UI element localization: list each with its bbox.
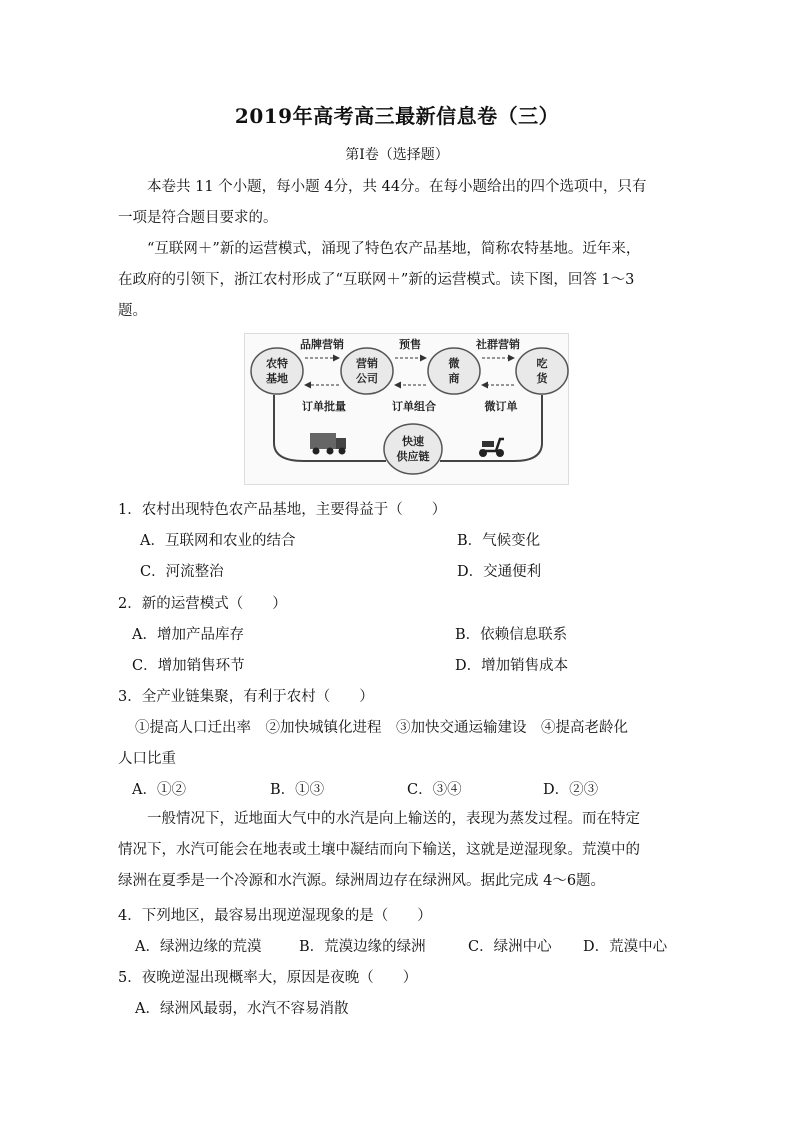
node-marketing-label: 营销: [356, 357, 378, 370]
passage-line: “互联网＋”新的运营模式，涌现了特色农产品基地，简称农特基地。近年来，: [147, 241, 641, 257]
node-supply-label: 供应链: [396, 450, 430, 463]
q4-option-a[interactable]: A．绿洲边缘的荒漠: [135, 939, 262, 955]
intro-line: 本卷共 11 个小题，每小题 4分，共 44分。在每小题给出的四个选项中，只有: [147, 179, 647, 195]
q2-option-d[interactable]: D．增加销售成本: [455, 658, 569, 674]
node-base: [251, 348, 303, 394]
question-2-stem: 2．新的运营模式（ ）: [118, 596, 287, 612]
passage-1: [118, 234, 678, 327]
node-foodie: [516, 348, 568, 394]
q1-option-a[interactable]: A．互联网和农业的结合: [140, 533, 296, 549]
q5-option-a[interactable]: A．绿洲风最弱，水汽不容易消散: [135, 1001, 349, 1017]
node-foodie-label: 吃: [536, 357, 548, 370]
edge-label-top: 品牌营销: [300, 338, 344, 351]
edge-label-bottom: 微订单: [484, 400, 518, 413]
q4-option-b[interactable]: B．荒漠边缘的绿洲: [299, 939, 426, 955]
q2-option-b[interactable]: B．依赖信息联系: [455, 627, 568, 643]
exam-title: 2019年高考高三最新信息卷（三）: [234, 104, 560, 128]
passage-line: 在政府的引领下，浙江农村形成了“互联网＋”新的运营模式。读下图，回答 1～3: [118, 272, 635, 288]
q3-option-a[interactable]: A．①②: [132, 782, 186, 798]
q1-option-c[interactable]: C．河流整治: [140, 564, 224, 580]
question-1-stem: 1．农村出现特色农产品基地，主要得益于（ ）: [118, 502, 447, 518]
passage-line: 情况下，水汽可能会在地表或土壤中凝结而向下输送，这就是逆湿现象。荒漠中的: [118, 842, 640, 858]
q3-option-b[interactable]: B．①③: [270, 782, 325, 798]
passage-line: 题。: [118, 303, 147, 319]
q3-option-d[interactable]: D．②③: [543, 782, 599, 798]
diagram-svg: [244, 333, 569, 485]
question-3-stem: 3．全产业链集聚，有利于农村（ ）: [118, 689, 374, 705]
q2-option-a[interactable]: A．增加产品库存: [132, 627, 244, 643]
q2-option-c[interactable]: C．增加销售环节: [132, 658, 245, 674]
question-5-stem: 5．夜晚逆湿出现概率大，原因是夜晚（ ）: [118, 970, 418, 986]
supply-chain-diagram: [244, 333, 569, 485]
edge-label-bottom: 订单组合: [392, 400, 436, 413]
intro-line: 一项是符合题目要求的。: [118, 210, 278, 226]
q1-option-d[interactable]: D．交通便利: [457, 564, 542, 580]
q4-option-c[interactable]: C．绿洲中心: [468, 939, 552, 955]
node-marketing-label: 公司: [356, 372, 378, 385]
question-3-items: 人口比重: [118, 751, 176, 767]
passage-2: [118, 804, 678, 897]
q4-option-d[interactable]: D．荒漠中心: [583, 939, 668, 955]
edge-label-bottom: 订单批量: [302, 400, 346, 413]
edge-label-top: 预售: [399, 338, 421, 351]
edge-label-top: 社群营销: [476, 338, 520, 351]
section-title: 第Ⅰ卷（选择题）: [345, 147, 449, 163]
intro-paragraph: [118, 172, 678, 234]
node-supply-label: 快速: [402, 435, 424, 448]
passage-line: 一般情况下，近地面大气中的水汽是向上输送的，表现为蒸发过程。而在特定: [147, 811, 640, 827]
node-wechat-label: 微: [448, 357, 460, 370]
q3-option-c[interactable]: C．③④: [407, 782, 462, 798]
node-base-label: 农特: [266, 357, 288, 370]
passage-line: 绿洲在夏季是一个冷源和水汽源。绿洲周边存在绿洲风。据此完成 4～6题。: [118, 873, 606, 889]
question-3-items: ①提高人口迁出率 ②加快城镇化进程 ③加快交通运输建设 ④提高老龄化: [135, 720, 628, 736]
node-marketing: [341, 348, 393, 394]
node-base-label: 基地: [266, 372, 288, 385]
question-4-stem: 4．下列地区，最容易出现逆湿现象的是（ ）: [118, 908, 432, 924]
node-wechat-label: 商: [448, 372, 460, 385]
node-supply: [384, 424, 442, 474]
node-foodie-label: 货: [536, 372, 548, 385]
q1-option-b[interactable]: B．气候变化: [457, 533, 541, 549]
node-wechat: [428, 348, 480, 394]
